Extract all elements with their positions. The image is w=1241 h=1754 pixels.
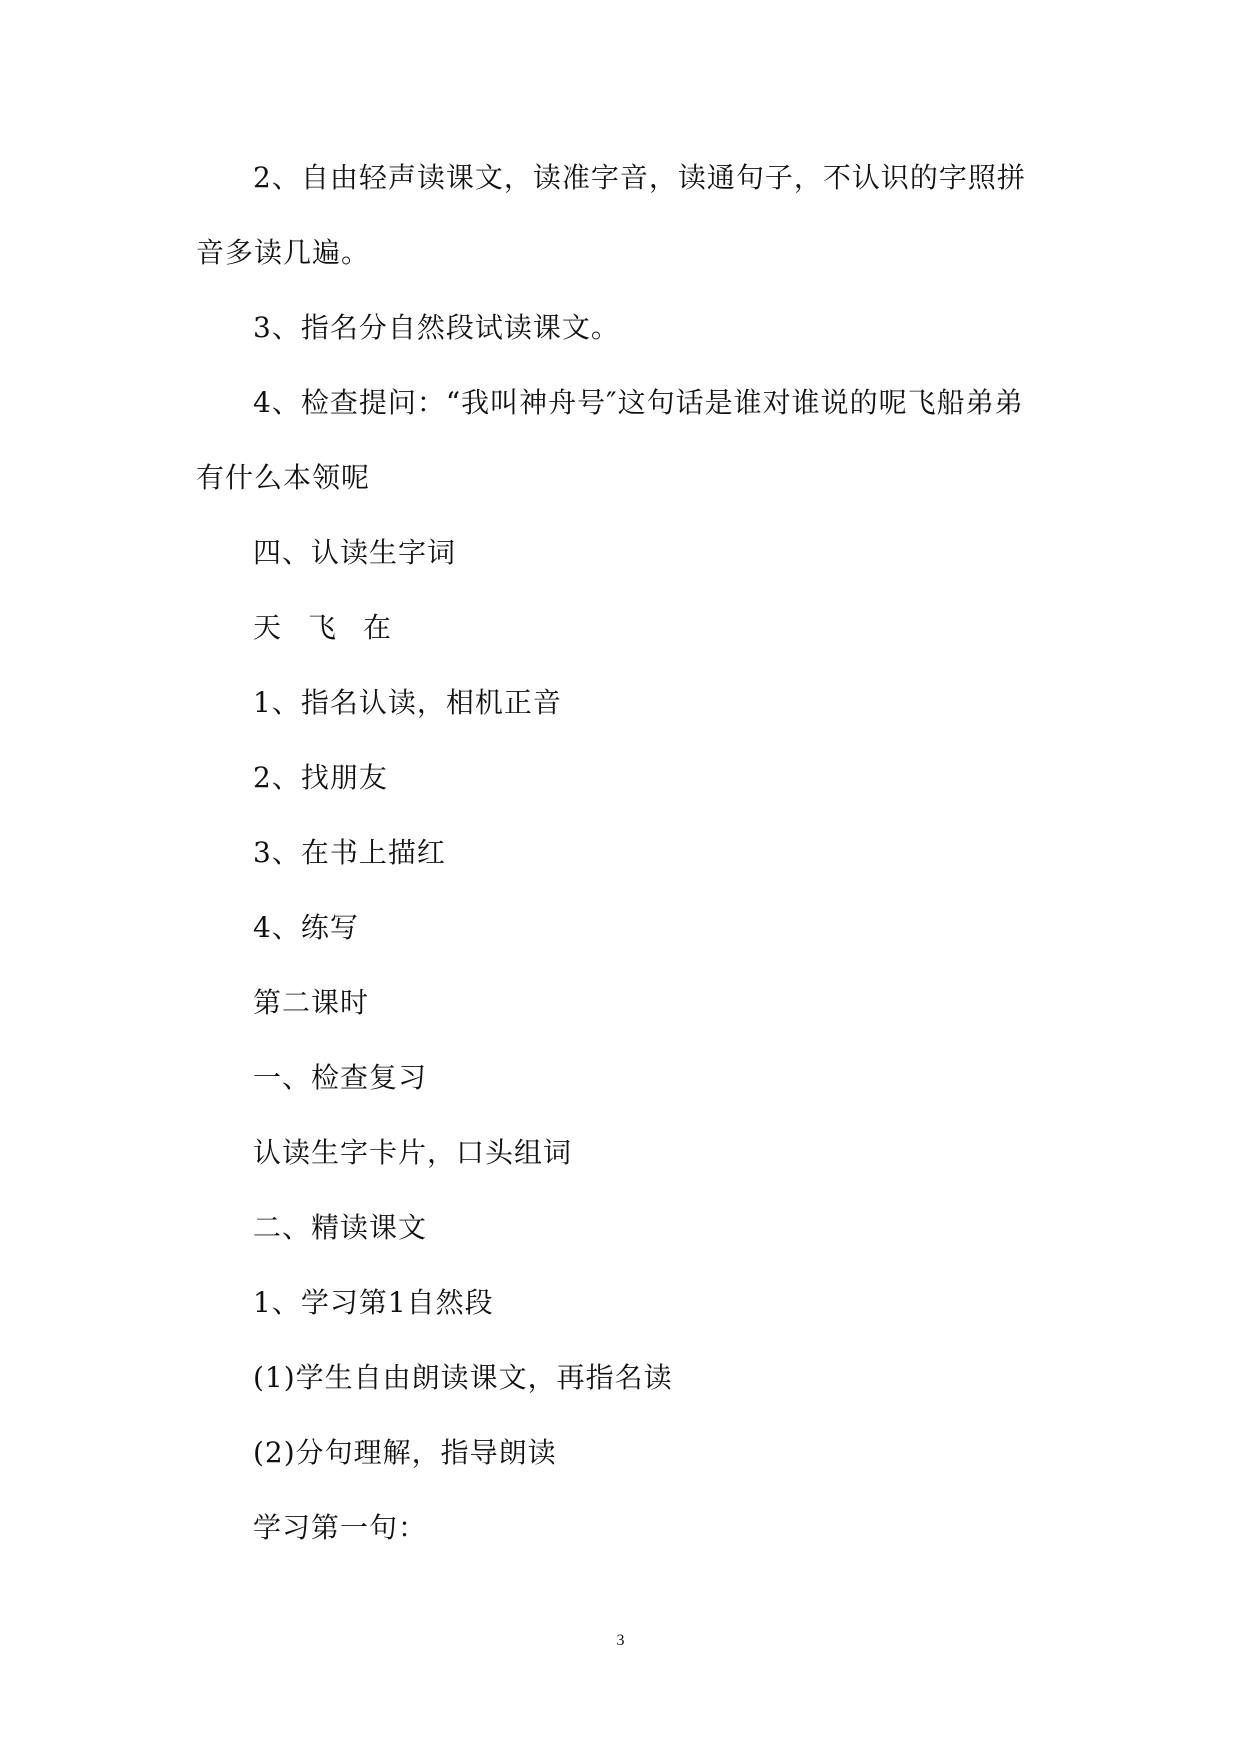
paragraph-line: 音多读几遍。 [196, 236, 371, 269]
paragraph-line: 3、指名分自然段试读课文。 [253, 311, 620, 344]
paragraph-line: 1、学习第1自然段 [253, 1286, 494, 1319]
paragraph-line: 3、在书上描红 [253, 836, 446, 869]
paragraph-line: (2)分句理解，指导朗读 [253, 1436, 557, 1469]
paragraph-line: 2、找朋友 [253, 761, 388, 794]
paragraph-line: 1、指名认读，相机正音 [253, 686, 562, 719]
character-list [253, 610, 418, 646]
paragraph-line: 学习第一句： [253, 1511, 428, 1544]
section-heading: 一、检查复习 [253, 1061, 428, 1094]
paragraph-line: 2、自由轻声读课文，读准字音，读通句子，不认识的字照拼 [253, 161, 1026, 194]
paragraph-line: 有什么本领呢 [196, 461, 371, 494]
paragraph-line: 认读生字卡片，口头组词 [253, 1136, 573, 1169]
character-item: 飞 [308, 611, 338, 644]
paragraph-line: 4、练写 [253, 911, 359, 944]
section-heading: 第二课时 [253, 986, 370, 1019]
paragraph-line: (1)学生自由朗读课文，再指名读 [253, 1361, 673, 1394]
character-item: 在 [363, 611, 393, 644]
paragraph-line: 4、检查提问：“我叫神舟号″这句话是谁对谁说的呢飞船弟弟 [253, 386, 1024, 419]
section-heading: 四、认读生字词 [253, 536, 457, 569]
page-number: 3 [616, 1632, 625, 1649]
character-item: 天 [253, 611, 283, 644]
section-heading: 二、精读课文 [253, 1211, 428, 1244]
